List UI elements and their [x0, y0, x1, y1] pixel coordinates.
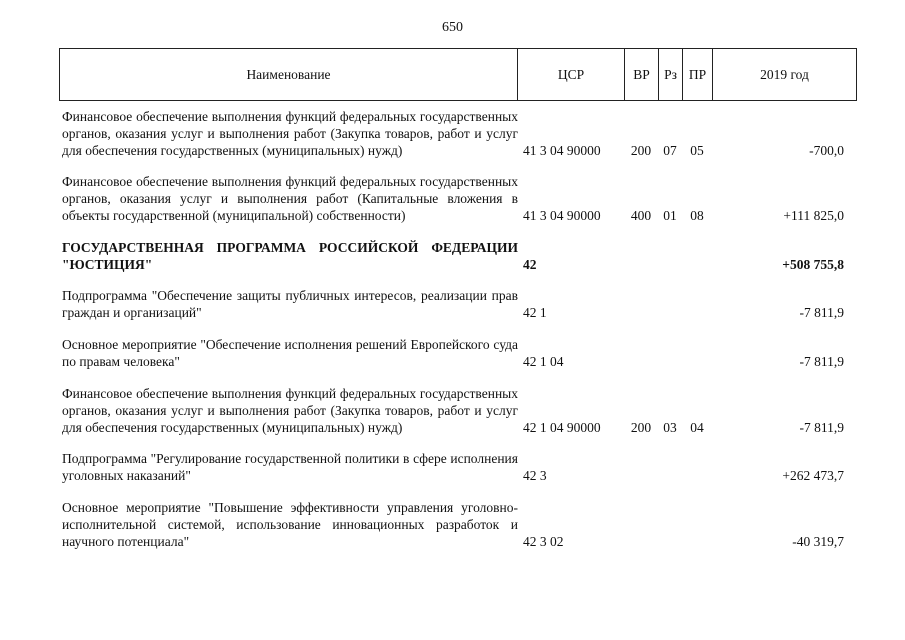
table-row [59, 108, 856, 159]
table-row [59, 385, 856, 436]
row-vr: 400 [630, 208, 652, 223]
row-csr: 42 1 04 [523, 354, 564, 369]
row-name: Основное мероприятие "Обеспечение исполнения решений Европейского суда по правам человека" [62, 337, 518, 369]
row-pr: 05 [690, 143, 704, 158]
table-row [59, 450, 856, 484]
row-csr: 42 3 [523, 468, 547, 483]
row-name: ГОСУДАРСТВЕННАЯ ПРОГРАММА РОССИЙСКОЙ ФЕДЕРАЦИИ "ЮСТИЦИЯ" [62, 240, 518, 272]
row-csr: 41 3 04 90000 [523, 143, 601, 158]
row-name: Финансовое обеспечение выполнения функций федеральных государственных органов, оказания услуг и выполнения работ (Закупка товаров, работ и услуг для обеспечения государственных (муниципальных) нужд) [62, 386, 518, 435]
row-sum: -700,0 [809, 143, 844, 158]
header-rz: Рз [659, 49, 683, 101]
row-name: Основное мероприятие "Повышение эффективности управления уголовно-исполнительной системой, использование инновационных разработок и научного потенциала" [62, 500, 518, 549]
row-csr: 42 3 02 [523, 534, 564, 549]
table-header [59, 48, 857, 101]
table-body [59, 108, 856, 550]
row-rz: 03 [663, 420, 677, 435]
row-sum: +508 755,8 [782, 257, 844, 272]
row-name: Финансовое обеспечение выполнения функций федеральных государственных органов, оказания услуг и выполнения работ (Капитальные вложения в объекты государственной (муниципальной) собственности) [62, 174, 518, 223]
row-sum: +111 825,0 [783, 208, 844, 223]
header-year: 2019 год [713, 49, 857, 101]
row-name: Подпрограмма "Обеспечение защиты публичных интересов, реализации прав граждан и организаций" [62, 288, 518, 320]
header-pr: ПР [683, 49, 713, 101]
table-row [59, 287, 856, 321]
row-rz: 01 [663, 208, 677, 223]
row-sum: -40 319,7 [792, 534, 844, 549]
row-sum: -7 811,9 [799, 354, 844, 369]
table-row [59, 499, 856, 550]
table-row [59, 239, 856, 273]
header-name: Наименование [60, 49, 518, 101]
page-number: 650 [442, 20, 463, 35]
header-vr: ВР [625, 49, 659, 101]
row-name: Финансовое обеспечение выполнения функций федеральных государственных органов, оказания услуг и выполнения работ (Закупка товаров, работ и услуг для обеспечения государственных (муниципальных) нужд) [62, 109, 518, 158]
table-row [59, 173, 856, 224]
header-csr: ЦСР [518, 49, 625, 101]
row-pr: 08 [690, 208, 704, 223]
row-csr: 42 [523, 257, 537, 272]
row-sum: -7 811,9 [799, 420, 844, 435]
row-vr: 200 [630, 143, 652, 158]
row-sum: -7 811,9 [799, 305, 844, 320]
row-csr: 42 1 [523, 305, 547, 320]
row-vr: 200 [630, 420, 652, 435]
row-name: Подпрограмма "Регулирование государственной политики в сфере исполнения уголовных наказаний" [62, 451, 518, 483]
row-sum: +262 473,7 [782, 468, 844, 483]
table-row [59, 336, 856, 370]
row-csr: 42 1 04 90000 [523, 420, 601, 435]
row-rz: 07 [663, 143, 677, 158]
row-pr: 04 [690, 420, 704, 435]
row-csr: 41 3 04 90000 [523, 208, 601, 223]
